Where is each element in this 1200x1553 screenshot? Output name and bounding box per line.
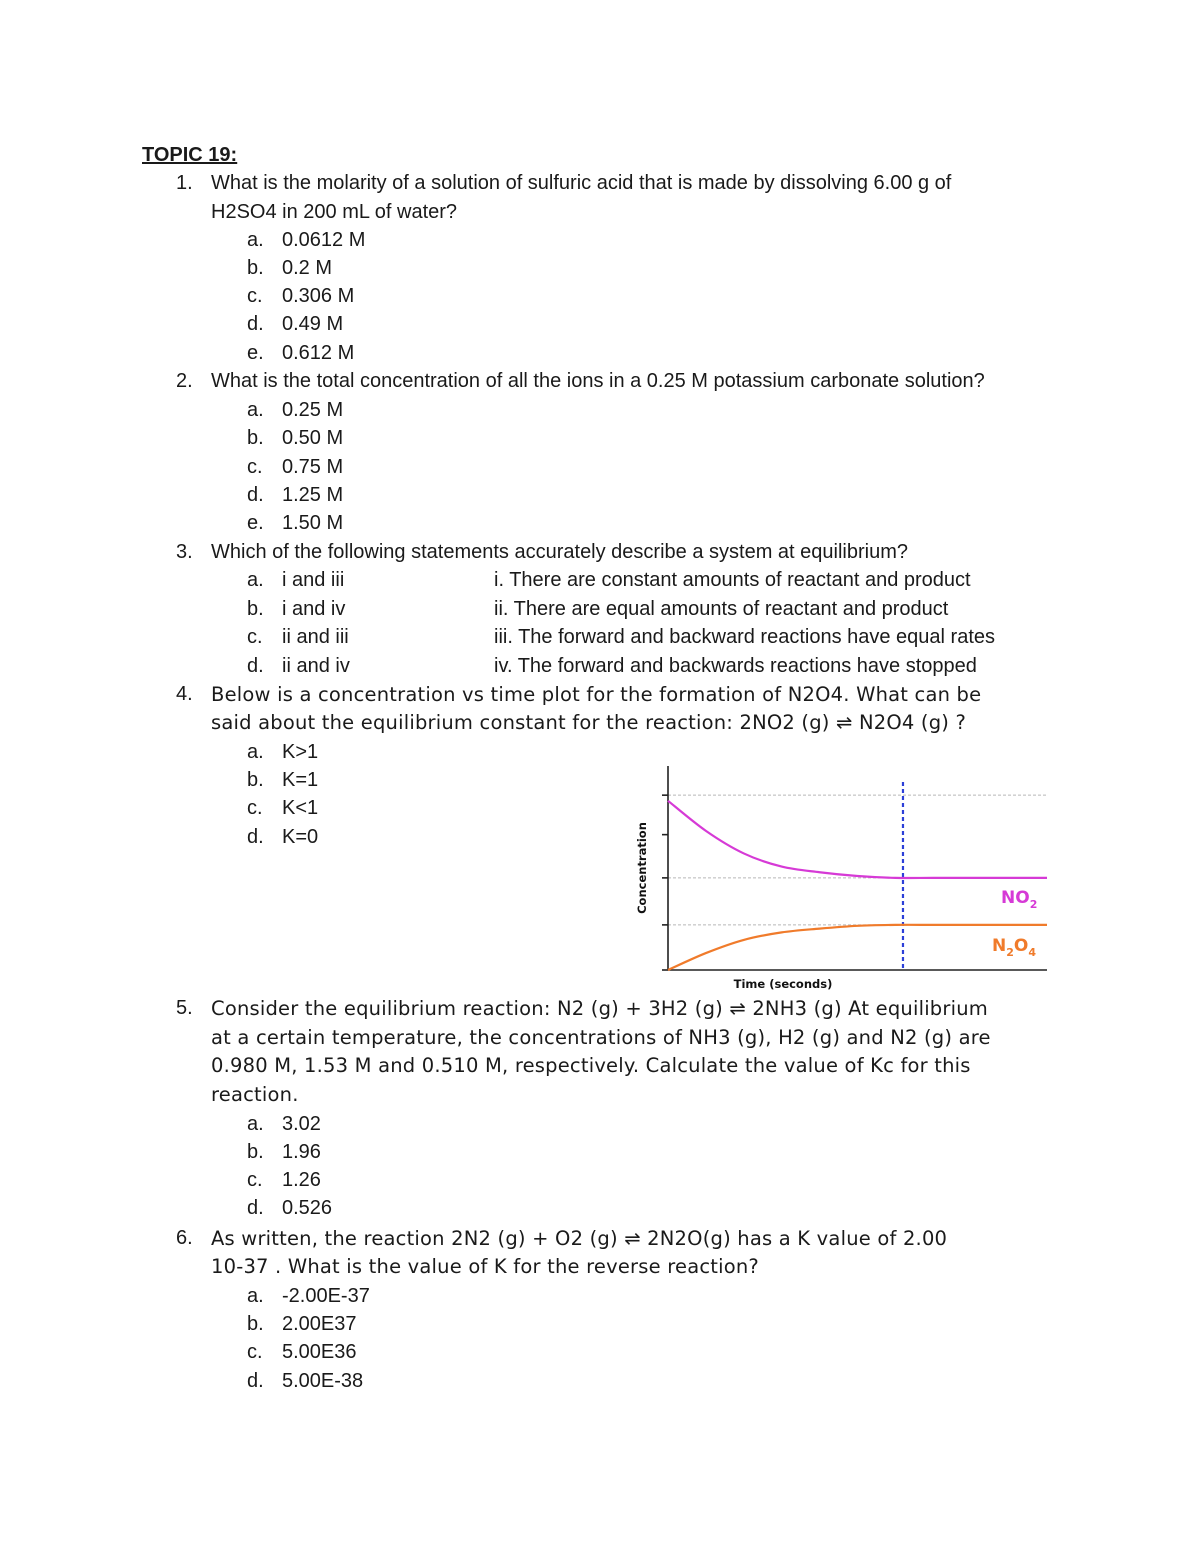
- option-text: 5.00E36: [282, 1341, 357, 1363]
- option-letter: d.: [247, 655, 264, 677]
- question-text: As written, the reaction 2N2 (g) + O2 (g) ⇌ 2N2O(g) has a K value of 2.00: [211, 1227, 948, 1250]
- option-text: 3.02: [282, 1113, 321, 1135]
- option-letter: b.: [247, 1313, 264, 1335]
- question-text: What is the total concentration of all the ions in a 0.25 M potassium carbonate solution?: [211, 370, 985, 392]
- option-letter: d.: [247, 313, 264, 335]
- option-letter: c.: [247, 456, 263, 478]
- option-text: 0.612 M: [282, 342, 355, 364]
- option-letter: c.: [247, 1169, 263, 1191]
- option-letter: a.: [247, 229, 264, 251]
- option-text: ii and iv: [282, 655, 350, 677]
- option-text: 2.00E37: [282, 1313, 357, 1335]
- chart-grid: [668, 795, 1047, 925]
- option-text: 0.49 M: [282, 313, 344, 335]
- option-letter: a.: [247, 399, 264, 421]
- option-text: ii and iii: [282, 626, 349, 648]
- option-letter: d.: [247, 1370, 264, 1392]
- statement: iii. The forward and backward reactions have equal rates: [494, 626, 996, 648]
- series-label-text: NO: [1001, 888, 1030, 908]
- question-text: Consider the equilibrium reaction: N2 (g) + 3H2 (g) ⇌ 2NH3 (g) At equilibrium: [211, 997, 988, 1020]
- y-axis-label: Concentration: [635, 822, 649, 914]
- option-letter: c.: [247, 626, 263, 648]
- option-letter: b.: [247, 427, 264, 449]
- page-title: TOPIC 19:: [142, 144, 238, 166]
- question-text: Below is a concentration vs time plot for the formation of N2O4. What can be: [211, 683, 982, 706]
- option-letter: a.: [247, 569, 264, 591]
- y-ticks: [662, 795, 668, 970]
- option-text: 0.50 M: [282, 427, 344, 449]
- series-line-n2o4: [668, 925, 1047, 970]
- question-number: 2.: [176, 370, 193, 392]
- option-text: -2.00E-37: [282, 1285, 370, 1307]
- option-letter: c.: [247, 797, 263, 819]
- option-letter: d.: [247, 484, 264, 506]
- option-text: 0.75 M: [282, 456, 344, 478]
- option-text: 0.25 M: [282, 399, 344, 421]
- option-letter: b.: [247, 598, 264, 620]
- option-letter: a.: [247, 741, 264, 763]
- option-letter: c.: [247, 1341, 263, 1363]
- option-letter: e.: [247, 342, 264, 364]
- question-number: 6.: [176, 1227, 193, 1249]
- statement: ii. There are equal amounts of reactant and product: [494, 598, 949, 620]
- option-text: 1.25 M: [282, 484, 344, 506]
- option-text: 5.00E-38: [282, 1370, 364, 1392]
- option-text: 1.96: [282, 1141, 321, 1163]
- option-text: K<1: [282, 797, 319, 819]
- question-text: Which of the following statements accurately describe a system at equilibrium?: [211, 541, 908, 563]
- question-number: 3.: [176, 541, 193, 563]
- option-text: 0.306 M: [282, 285, 355, 307]
- option-text: 0.0612 M: [282, 229, 366, 251]
- question-text: at a certain temperature, the concentrations of NH3 (g), H2 (g) and N2 (g) are: [211, 1026, 991, 1049]
- option-letter: a.: [247, 1285, 264, 1307]
- question-number: 1.: [176, 172, 193, 194]
- x-axis-label: Time (seconds): [733, 977, 833, 991]
- option-letter: b.: [247, 769, 264, 791]
- option-letter: b.: [247, 1141, 264, 1163]
- question-number: 4.: [176, 683, 193, 705]
- statement: i. There are constant amounts of reactant and product: [494, 569, 971, 591]
- series-label-subscript: 4: [1028, 946, 1036, 959]
- question-text: 10-37 . What is the value of K for the reverse reaction?: [211, 1255, 759, 1278]
- series-label-text: O: [1013, 936, 1029, 956]
- option-text: 0.2 M: [282, 257, 333, 279]
- question-text: 0.980 M, 1.53 M and 0.510 M, respectively. Calculate the value of Kc for this: [211, 1054, 971, 1077]
- option-letter: b.: [247, 257, 264, 279]
- concentration-time-chart: [620, 760, 1060, 995]
- option-letter: d.: [247, 1197, 264, 1219]
- series-label-subscript: 2: [1029, 898, 1038, 911]
- option-letter: a.: [247, 1113, 264, 1135]
- option-letter: e.: [247, 512, 264, 534]
- question-text: H2SO4 in 200 mL of water?: [211, 201, 458, 223]
- option-text: K=0: [282, 826, 319, 848]
- question-text: reaction.: [211, 1083, 299, 1106]
- series-line-no2: [668, 801, 1047, 878]
- series-label-n2o4: [992, 936, 1036, 959]
- option-text: 1.26: [282, 1169, 321, 1191]
- option-text: i and iv: [282, 598, 346, 620]
- question-number: 5.: [176, 997, 193, 1019]
- option-text: 1.50 M: [282, 512, 344, 534]
- statement: iv. The forward and backwards reactions have stopped: [494, 655, 977, 677]
- option-text: i and iii: [282, 569, 345, 591]
- option-text: K=1: [282, 769, 319, 791]
- question-text: What is the molarity of a solution of sulfuric acid that is made by dissolving 6.00 g of: [211, 172, 952, 194]
- series-label-text: N: [992, 936, 1007, 956]
- question-text: said about the equilibrium constant for the reaction: 2NO2 (g) ⇌ N2O4 (g) ?: [211, 711, 967, 734]
- option-letter: d.: [247, 826, 264, 848]
- option-text: K>1: [282, 741, 319, 763]
- series-label-subscript: 2: [1006, 946, 1014, 959]
- series-label-no2: [1001, 888, 1037, 911]
- option-letter: c.: [247, 285, 263, 307]
- option-text: 0.526: [282, 1197, 333, 1219]
